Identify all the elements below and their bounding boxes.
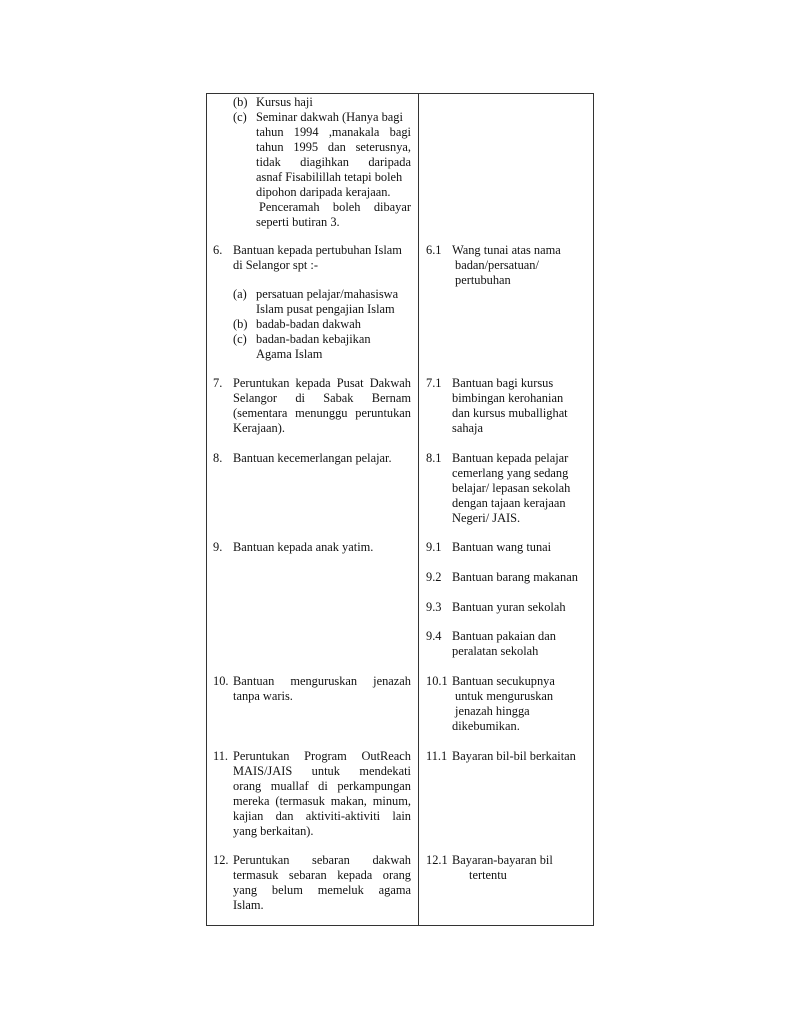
item-text: Peruntukan sebaran dakwah <box>233 853 411 867</box>
subitem-number: 8.1 <box>426 451 442 465</box>
item-text: Bantuan menguruskan jenazah <box>233 674 411 688</box>
column-divider <box>418 93 419 926</box>
item-text: di Selangor spt :- <box>233 258 319 272</box>
item-text: Bantuan kepada pertubuhan Islam <box>233 243 402 257</box>
subitem-text: Bantuan secukupnya <box>452 674 555 688</box>
item-text: Bantuan kecemerlangan pelajar. <box>233 451 392 465</box>
item-text: kajian dan aktiviti-aktiviti lain <box>233 809 411 823</box>
subitem-text: dan kursus muballighat <box>452 406 568 420</box>
item-text: Selangor di Sabak Bernam <box>233 391 411 405</box>
item-number: 11. <box>213 749 229 763</box>
item-c-line: Penceramah boleh dibayar <box>259 200 411 214</box>
item-text: yang belum memeluk agama <box>233 883 411 897</box>
subitem-text: Bayaran bil-bil berkaitan <box>452 749 576 763</box>
item-text: Bantuan kepada anak yatim. <box>233 540 374 554</box>
item-c-line: tahun 1995 dan seterusnya, <box>256 140 411 154</box>
item-text: mereka (termasuk makan, minum, <box>233 794 411 808</box>
item-text: Peruntukan Program OutReach <box>233 749 411 763</box>
item-text: Peruntukan kepada Pusat Dakwah <box>233 376 411 390</box>
subitem-text: bimbingan kerohanian <box>452 391 564 405</box>
subitem-number: 12.1 <box>426 853 448 867</box>
subitem-text: Bantuan pakaian dan <box>452 629 556 643</box>
subitem-text: jenazah hingga <box>455 704 530 718</box>
subitem-text: untuk menguruskan <box>455 689 554 703</box>
item-b-text: Kursus haji <box>256 95 313 109</box>
subitem-text: Negeri/ JAIS. <box>452 511 521 525</box>
item-text: Islam. <box>233 898 264 912</box>
sub-marker: (a) <box>233 287 247 301</box>
item-number: 7. <box>213 376 223 390</box>
item-text: yang berkaitan). <box>233 824 314 838</box>
subitem-text: tertentu <box>469 868 507 882</box>
subitem-text: Bantuan yuran sekolah <box>452 600 566 614</box>
sub-text: badab-badan dakwah <box>256 317 361 331</box>
subitem-number: 7.1 <box>426 376 442 390</box>
item-c-line: asnaf Fisabilillah tetapi boleh <box>256 170 403 184</box>
item-number: 9. <box>213 540 223 554</box>
item-b-marker: (b) <box>233 95 248 109</box>
item-c-marker: (c) <box>233 110 247 124</box>
subitem-text: cemerlang yang sedang <box>452 466 569 480</box>
item-text: tanpa waris. <box>233 689 293 703</box>
subitem-number: 11.1 <box>426 749 448 763</box>
subitem-text: Bayaran-bayaran bil <box>452 853 553 867</box>
item-number: 6. <box>213 243 223 257</box>
sub-text: persatuan pelajar/mahasiswa <box>256 287 399 301</box>
sub-text: Agama Islam <box>256 347 323 361</box>
sub-text: badan-badan kebajikan <box>256 332 371 346</box>
item-number: 8. <box>213 451 223 465</box>
subitem-text: sahaja <box>452 421 483 435</box>
item-c-line: tahun 1994 ,manakala bagi <box>256 125 411 139</box>
subitem-number: 9.2 <box>426 570 442 584</box>
subitem-number: 9.1 <box>426 540 442 554</box>
item-text: termasuk sebaran kepada orang <box>233 868 411 882</box>
subitem-text: badan/persatuan/ <box>455 258 539 272</box>
subitem-text: Bantuan bagi kursus <box>452 376 554 390</box>
subitem-number: 10.1 <box>426 674 448 688</box>
item-text: Kerajaan). <box>233 421 285 435</box>
item-text: MAIS/JAIS untuk mendekati <box>233 764 411 778</box>
item-number: 12. <box>213 853 229 867</box>
item-c-line: seperti butiran 3. <box>256 215 340 229</box>
item-number: 10. <box>213 674 229 688</box>
item-text: orang muallaf di perkampungan <box>233 779 411 793</box>
subitem-text: Bantuan wang tunai <box>452 540 552 554</box>
item-text: (sementara menunggu peruntukan <box>233 406 411 420</box>
sub-marker: (b) <box>233 317 248 331</box>
subitem-text: pertubuhan <box>455 273 511 287</box>
subitem-text: Bantuan kepada pelajar <box>452 451 569 465</box>
item-c-line: Seminar dakwah (Hanya bagi <box>256 110 403 124</box>
subitem-text: peralatan sekolah <box>452 644 539 658</box>
subitem-text: dengan tajaan kerajaan <box>452 496 566 510</box>
subitem-number: 9.3 <box>426 600 442 614</box>
item-c-line: dipohon daripada kerajaan. <box>256 185 391 199</box>
item-c-line: tidak diagihkan daripada <box>256 155 411 169</box>
sub-marker: (c) <box>233 332 247 346</box>
subitem-text: Bantuan barang makanan <box>452 570 578 584</box>
subitem-text: dikebumikan. <box>452 719 520 733</box>
sub-text: Islam pusat pengajian Islam <box>256 302 395 316</box>
subitem-text: Wang tunai atas nama <box>452 243 561 257</box>
subitem-text: belajar/ lepasan sekolah <box>452 481 571 495</box>
subitem-number: 9.4 <box>426 629 442 643</box>
subitem-number: 6.1 <box>426 243 442 257</box>
